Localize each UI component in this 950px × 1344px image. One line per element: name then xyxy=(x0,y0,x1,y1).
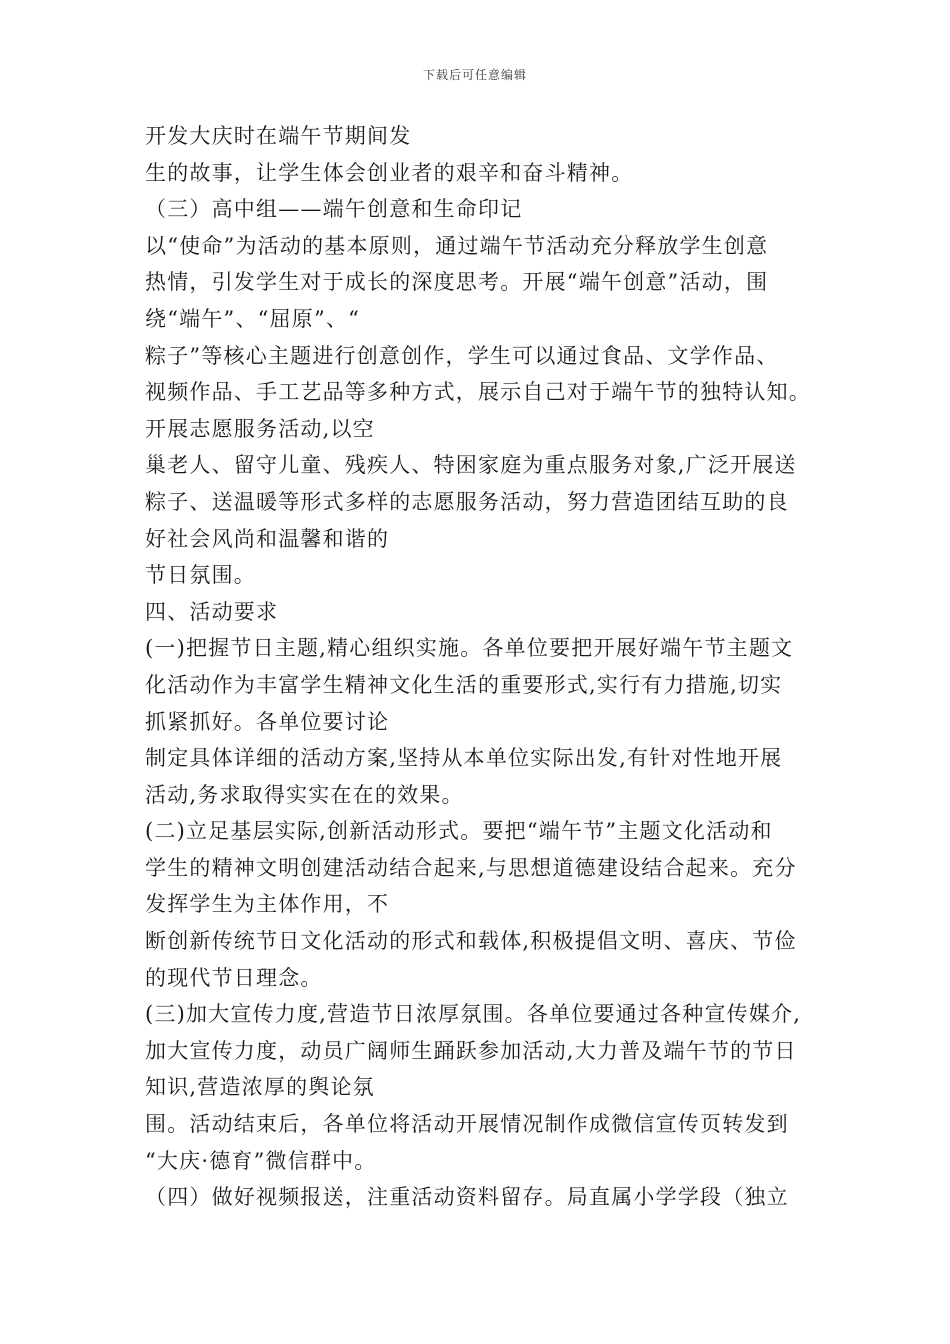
text-line: 学生的精神文明创建活动结合起来,与思想道德建设结合起来。充分 xyxy=(145,855,797,880)
text-line: 知识,营造浓厚的舆论氛 xyxy=(145,1075,375,1100)
text-line: 化活动作为丰富学生精神文化生活的重要形式,实行有力措施,切实 xyxy=(145,672,783,697)
text-line: (三)加大宣传力度,营造节日浓厚氛围。各单位要通过各种宣传媒介, xyxy=(145,1002,802,1027)
text-line: 生的故事，让学生体会创业者的艰辛和奋斗精神。 xyxy=(145,160,634,185)
text-line: 巢老人、留守儿童、残疾人、特困家庭为重点服务对象,广泛开展送 xyxy=(145,453,797,478)
text-line: 开发大庆时在端午节期间发 xyxy=(145,124,412,148)
text-line: 粽子、送温暖等形式多样的志愿服务活动，努力营造团结互助的良 xyxy=(145,489,789,514)
text-line: 抓紧抓好。各单位要讨论 xyxy=(145,709,390,734)
document-body xyxy=(145,118,825,1216)
text-line: 粽子”等核心主题进行创意创作，学生可以通过食品、文学作品、 xyxy=(145,343,779,368)
text-line: “大庆·德育”微信群中。 xyxy=(145,1148,377,1173)
text-line: （四）做好视频报送，注重活动资料留存。局直属小学学段（独立 xyxy=(145,1185,789,1210)
text-line: 活动,务求取得实实在在的效果。 xyxy=(145,782,464,807)
text-line: 视频作品、手工艺品等多种方式，展示自己对于端午节的独特认知。 xyxy=(145,380,811,405)
text-line: 绕“端午”、“屈原”、“ xyxy=(145,306,361,331)
text-line: 发挥学生为主体作用，不 xyxy=(145,892,390,917)
text-line: (一)把握节日主题,精心组织实施。各单位要把开展好端午节主题文 xyxy=(145,636,794,661)
text-line: 好社会风尚和温馨和谐的 xyxy=(145,526,390,551)
text-line: 制定具体详细的活动方案,坚持从本单位实际出发,有针对性地开展 xyxy=(145,746,783,771)
text-line: 以“使命”为活动的基本原则，通过端午节活动充分释放学生创意 xyxy=(145,233,769,258)
text-line: 热情，引发学生对于成长的深度思考。开展“端午创意”活动，围 xyxy=(145,270,769,295)
text-line: 围。活动结束后，各单位将活动开展情况制作成微信宣传页转发到 xyxy=(145,1112,789,1137)
text-line: (二)立足基层实际,创新活动形式。要把“端午节”主题文化活动和 xyxy=(145,819,773,844)
text-line: 的现代节日理念。 xyxy=(145,965,323,990)
text-line: 节日氛围。 xyxy=(145,563,256,588)
section-heading: 四、活动要求 xyxy=(145,599,279,624)
section-heading: （三）高中组——端午创意和生命印记 xyxy=(145,197,523,222)
page-header: 下载后可任意编辑 xyxy=(422,68,527,82)
text-line: 加大宣传力度，动员广阔师生踊跃参加活动,大力普及端午节的节日 xyxy=(145,1038,797,1063)
text-line: 断创新传统节日文化活动的形式和载体,积极提倡文明、喜庆、节俭 xyxy=(145,929,797,954)
text-line: 开展志愿服务活动,以空 xyxy=(145,416,375,441)
